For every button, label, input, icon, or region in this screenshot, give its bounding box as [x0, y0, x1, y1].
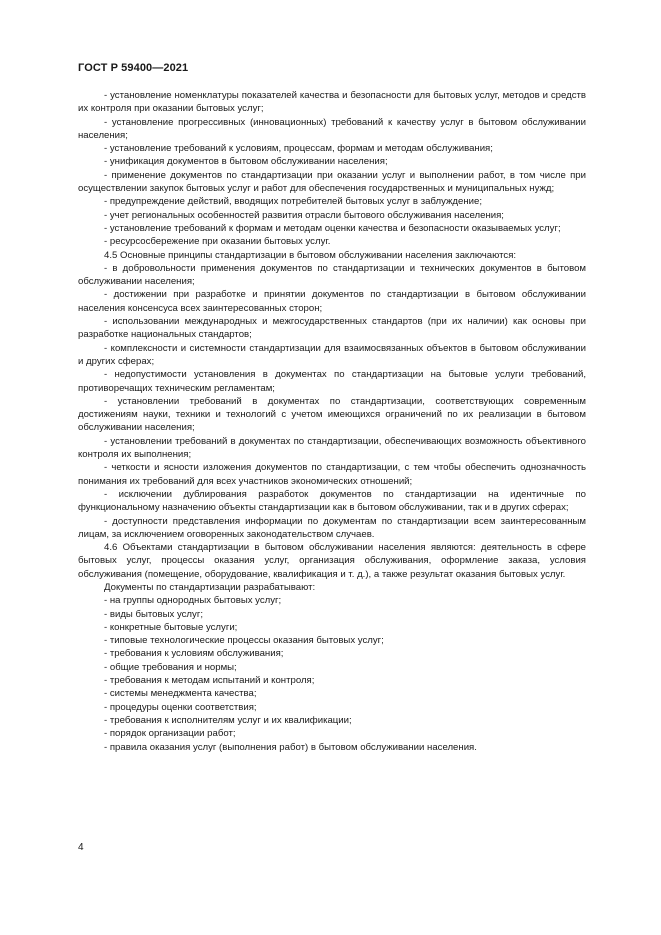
- list-item: - общие требования и нормы;: [104, 661, 237, 673]
- paragraph: - доступности представления информации по документам по стандартизации всем заинтересованным лицам, за исключением оговоренных законодательством случаев.: [78, 515, 586, 540]
- paragraph: - установление прогрессивных (инновационных) требований к качеству услуг в бытовом обслуживании населения;: [78, 116, 586, 141]
- paragraph: - использовании международных и межгосударственных стандартов (при их наличии) как основы при разработке национальных стандартов;: [78, 316, 586, 341]
- paragraph: - унификация документов в бытовом обслуживании населения;: [104, 156, 388, 168]
- document-header: ГОСТ Р 59400—2021: [78, 62, 189, 74]
- list-item: - виды бытовых услуг;: [104, 608, 203, 620]
- paragraph: - недопустимости установления в документах по стандартизации на бытовые услуги требований, противоречащих техническим регламентам;: [78, 369, 586, 394]
- paragraph: - в добровольности применения документов по стандартизации и технических документов в бытовом обслуживании населения;: [78, 262, 586, 288]
- paragraph: - предупреждение действий, вводящих потребителей бытовых услуг в заблуждение;: [104, 196, 483, 208]
- paragraph: - четкости и ясности изложения документов по стандартизации, с тем чтобы обеспечить однозначность понимания их требований для всех участников экономических отношений;: [78, 462, 586, 487]
- section-4-6-paragraph: 4.6 Объектами стандартизации в бытовом обслуживании населения являются: деятельность в сфере бытовых услуг, процессы оказания услуг, организация обслуживания, оформление заказа, условия обслуживания (помещение, оборудование, квалификация и т. д.), а также результат оказания бытовых услуг.: [78, 542, 586, 580]
- paragraph: - ресурсосбережение при оказании бытовых услуг.: [104, 236, 331, 248]
- paragraph: - установление требований к формам и методам оценки качества и безопасности оказываемых услуг;: [104, 222, 561, 234]
- paragraph: - установлении требований в документах по стандартизации, соответствующих современным достижениям науки, техники и технологий с учетом имеющихся ограничений по их реализации в бытовом обслуживании населения;: [78, 395, 586, 434]
- paragraph: - установлении требований в документах по стандартизации, обеспечивающих возможность объективного контроля их выполнения;: [78, 435, 586, 461]
- paragraph: - учет региональных особенностей развития отрасли бытового обслуживания населения;: [104, 209, 504, 221]
- list-item: - требования к исполнителям услуг и их квалификации;: [104, 714, 352, 726]
- list-item: - типовые технологические процессы оказания бытовых услуг;: [104, 635, 384, 647]
- paragraph: - достижении при разработке и принятии документов по стандартизации в бытовом обслуживании населения консенсуса всех заинтересованных сторон;: [78, 289, 586, 314]
- list-item: - на группы однородных бытовых услуг;: [104, 595, 282, 607]
- document-body: [78, 89, 586, 754]
- document-types-list: [78, 594, 586, 754]
- paragraph: - установление номенклатуры показателей качества и безопасности для бытовых услуг, методов и средств их контроля при оказании бытовых услуг;: [78, 90, 586, 115]
- list-item: - правила оказания услуг (выполнения работ) в бытовом обслуживании населения.: [104, 741, 477, 753]
- page-number: 4: [78, 842, 84, 853]
- section-4-5-heading: 4.5 Основные принципы стандартизации в бытовом обслуживании населения заключаются:: [104, 249, 517, 261]
- list-item: - процедуры оценки соответствия;: [104, 701, 257, 713]
- paragraph: - установление требований к условиям, процессам, формам и методам обслуживания;: [104, 143, 493, 155]
- list-item: - требования к методам испытаний и контроля;: [104, 675, 315, 687]
- list-item: - конкретные бытовые услуги;: [104, 621, 238, 633]
- paragraph: - применение документов по стандартизации при оказании услуг и выполнении работ, в том числе при осуществлении закупок бытовых услуг и работ для обеспечения государственных и муниципальных нужд;: [78, 169, 586, 195]
- list-item: - порядок организации работ;: [104, 728, 236, 740]
- list-intro: Документы по стандартизации разрабатывают:: [104, 581, 316, 593]
- list-item: - требования к условиям обслуживания;: [104, 648, 284, 660]
- paragraph: - комплексности и системности стандартизации для взаимосвязанных объектов в бытовом обслуживании и других сферах;: [78, 342, 586, 367]
- paragraph: - исключении дублирования разработок документов по стандартизации на идентичные по функциональному назначению объекты стандартизации как в бытовом обслуживании, так и в других сферах;: [78, 488, 586, 514]
- list-item: - системы менеджмента качества;: [104, 688, 257, 700]
